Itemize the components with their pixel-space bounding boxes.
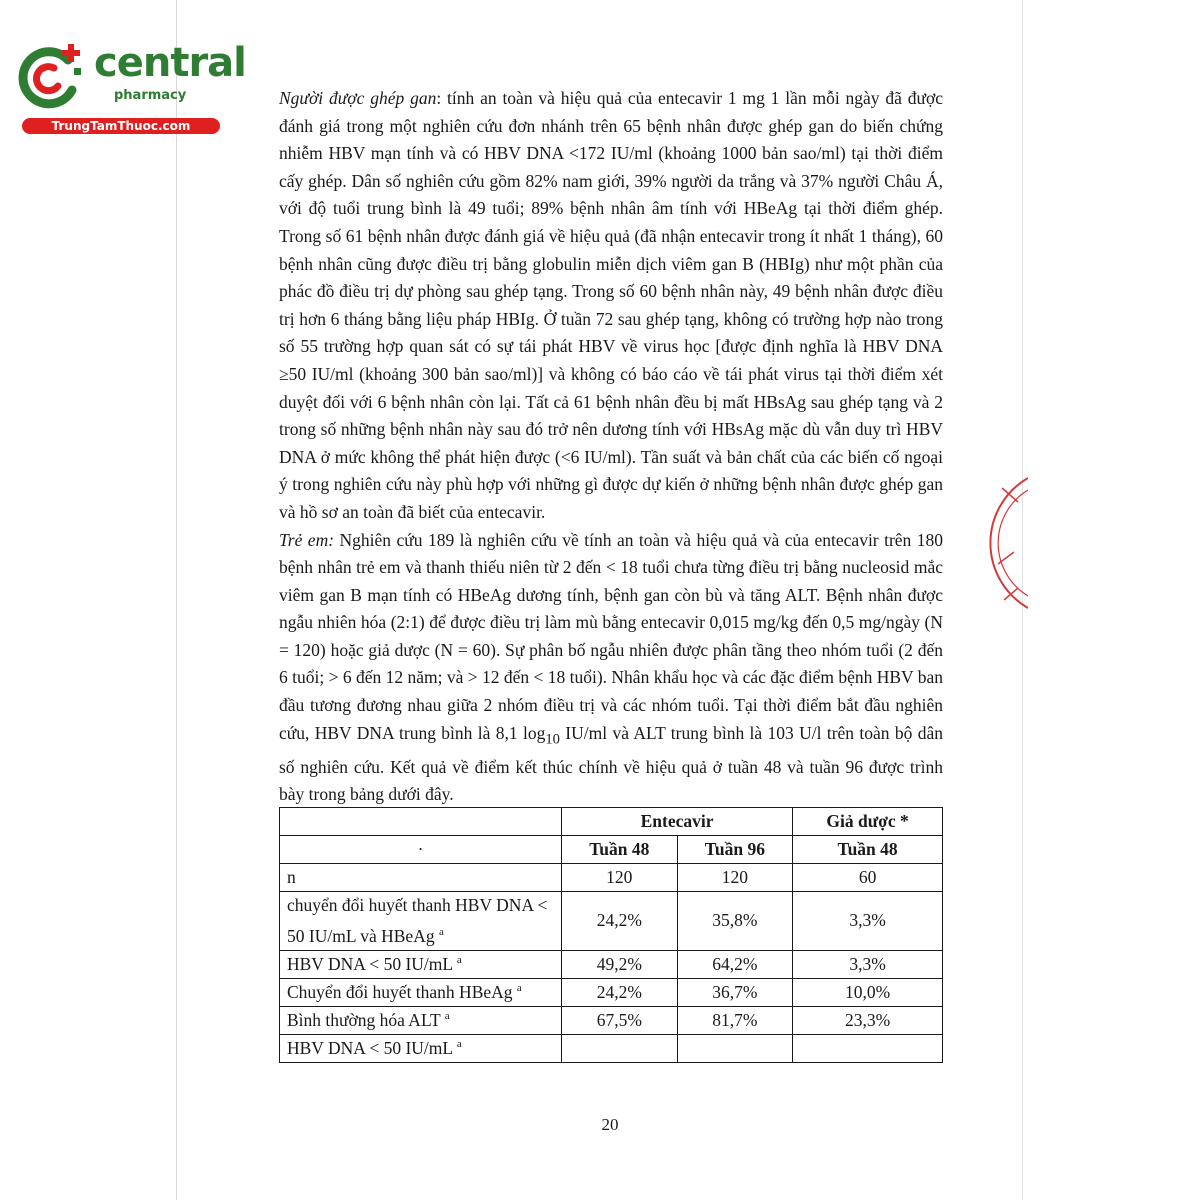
row-value: 36,7%: [677, 978, 793, 1006]
table-header-entecavir: Entecavir: [562, 808, 793, 836]
row-value: 120: [562, 864, 678, 892]
row-value: 10,0%: [793, 978, 943, 1006]
row-label: n: [280, 864, 562, 892]
table-subheader: Tuần 48: [793, 836, 943, 864]
row-value: [562, 1034, 678, 1062]
row-label: chuyển đổi huyết thanh HBV DNA < 50 IU/mL và HBeAg $^a$: [280, 892, 562, 951]
row-value: 3,3%: [793, 950, 943, 978]
paragraph-pediatric: [279, 527, 943, 809]
document-body: [279, 85, 943, 809]
row-value: [793, 1034, 943, 1062]
brand-logo: [10, 38, 246, 138]
paragraph-lead: Trẻ em:: [279, 529, 335, 550]
table-row: [280, 864, 943, 892]
table-row: [280, 892, 943, 951]
table-header-row: [280, 808, 943, 836]
table-subheader-dot: ·: [280, 836, 562, 864]
brand-subtitle: pharmacy: [114, 88, 187, 103]
row-value: 120: [677, 864, 793, 892]
row-value: 67,5%: [562, 1006, 678, 1034]
page-edge-left: [176, 0, 177, 1200]
table-header-placebo: Giả dược *: [793, 808, 943, 836]
table-row: [280, 1006, 943, 1034]
row-value: 24,2%: [562, 978, 678, 1006]
row-value: 81,7%: [677, 1006, 793, 1034]
row-label: HBV DNA < 50 IU/mL $^a$: [280, 950, 562, 978]
table-row: [280, 978, 943, 1006]
paragraph-lead: Người được ghép gan: [279, 88, 437, 108]
results-table: [279, 807, 943, 1063]
table-row: [280, 1034, 943, 1062]
stamp-seal-icon: [988, 468, 1028, 618]
paragraph-text: Nghiên cứu 189 là nghiên cứu về tính an toàn và hiệu quả và của entecavir trên 180 bệnh nhân trẻ em và thanh thiếu niên từ 2 đến < 18 tuổi chưa từng điều trị bằng nucleosid mắc viêm gan B mạn tính có HBeAg dương tính, bệnh gan còn bù và tăng ALT. Bệnh nhân được ngẫu nhiên hóa (2:1) để được điều trị làm mù bằng entecavir 0,015 mg/kg đến 0,5 mg/ngày (N = 120) hoặc giả dược (N = 60). Sự phân bố ngẫu nhiên được phân tầng theo nhóm tuổi (2 đến 6 tuổi; > 6 đến 12 năm; và > 12 đến < 18 tuổi). Nhân khẩu học và các đặc điểm bệnh HBV ban đầu tương đương nhau giữa 2 nhóm điều trị và các nhóm tuổi. Tại thời điểm bắt đầu nghiên cứu, HBV DNA trung bình là 8,1: [279, 529, 944, 743]
row-label: Chuyển đổi huyết thanh HBeAg $^a$: [280, 978, 562, 1006]
table-row: [280, 950, 943, 978]
row-label: HBV DNA < 50 IU/mL $^a$: [280, 1034, 562, 1062]
row-label: Bình thường hóa ALT $^a$: [280, 1006, 562, 1034]
central-pharmacy-logo-icon: [10, 38, 90, 118]
table-header-empty: [280, 808, 562, 836]
page-number: 20: [601, 1115, 619, 1134]
row-value: [677, 1034, 793, 1062]
row-value: 49,2%: [562, 950, 678, 978]
row-value: 60: [793, 864, 943, 892]
brand-url: TrungTamThuoc.com: [22, 118, 220, 134]
row-value: 23,3%: [793, 1006, 943, 1034]
log-unit: log: [522, 722, 546, 743]
paragraph-liver-transplant: [279, 85, 943, 527]
row-value: 24,2%: [562, 892, 678, 951]
row-value: 35,8%: [677, 892, 793, 951]
paragraph-text-after: IU/ml và ALT trung bình là 103 U/l trên toàn bộ dân số nghiên cứu. Kết quả về điểm kết thúc chính về hiệu quả ở tuần 48 và tuần 96 được trình bày trong bảng dưới đây.: [279, 722, 943, 805]
log-subscript: 10: [545, 731, 560, 748]
table-subheader: Tuần 48: [562, 836, 678, 864]
paragraph-text: : tính an toàn và hiệu quả của entecavir 1 mg 1 lần mỗi ngày đã được đánh giá trong một nghiên cứu đơn nhánh trên 65 bệnh nhân được ghép gan do biến chứng nhiễm HBV mạn tính và có HBV DNA <172 IU/ml (khoảng 1000 bản sao/ml) tại thời điểm cấy ghép. Dân số nghiên cứu gồm 82% nam giới, 39% người da trắng và 37% người Châu Á, với độ tuổi trung bình là 49 tuổi; 89% bệnh nhân âm tính với HBeAg tại thời điểm ghép. Trong số 61 bệnh nhân được đánh giá về hiệu quả (đã nhận entecavir trong ít nhất 1 tháng), 60 bệnh nhân cũng được điều trị bằng globulin miễn dịch viêm gan B (HBIg) như một phần của phác đồ điều trị dự phòng sau ghép tạng. Trong số 60 bệnh nhân này, 49 bệnh nhân được điều trị hơn 6 tháng bằng liệu pháp HBIg. Ở tuần 72 sau ghép tạng, không có trường hợp nào trong số 55 trường hợp quan sát có sự tái phát HBV về virus học [được định nghĩa là HBV DNA ≥50 IU/ml (khoảng 300 bản sao/ml)] và không có báo cáo về tái phát virus tại thời điểm xét duyệt đối với 6 bệnh nhân còn lại. Tất cả 61 bệnh nhân đều bị mất HBsAg sau ghép tạng và 2 trong số những bệnh nhân này sau đó trở nên dương tính với HBsAg mặc dù vẫn duy trì HBV DNA ở mức không thể phát hiện được (<6 IU/ml). Tần suất và bản chất của các biến cố ngoại ý trong nghiên cứu này phù hợp với những gì được dự kiến ở những bệnh nhân được ghép gan và hồ sơ an toàn đã biết của entecavir.: [279, 88, 943, 522]
brand-name: central: [94, 40, 246, 86]
table-subheader: Tuần 96: [677, 836, 793, 864]
row-value: 64,2%: [677, 950, 793, 978]
row-value: 3,3%: [793, 892, 943, 951]
table-subheader-row: [280, 836, 943, 864]
